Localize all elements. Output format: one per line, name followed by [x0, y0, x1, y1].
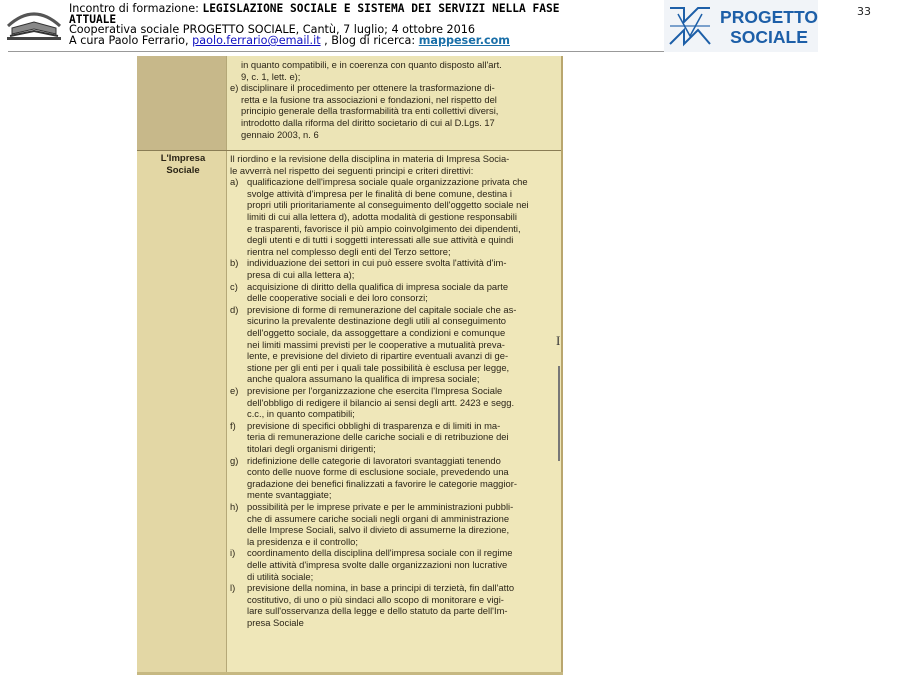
list-item-line: stione per gli enti per i quali tale possibilità è esclusa per legge,: [247, 361, 510, 373]
list-item-line: previsione della nomina, in base a principi di terzietà, fin dall'atto: [247, 582, 515, 594]
list-item-line: conto delle nuove forme di esclusione sociale, prevedendo una: [247, 466, 509, 478]
list-item-line: teria di remunerazione delle cariche sociali e di retribuzione dei: [247, 431, 509, 443]
list-item-line: c.c., in quanto compatibili;: [247, 408, 355, 420]
list-item-line: acquisizione di diritto della qualifica di impresa sociale da parte: [247, 280, 509, 292]
list-marker: a): [230, 176, 239, 188]
list-item-line: gradazione dei benefici finalizzati a favorire le categorie maggior-: [247, 477, 517, 489]
column-divider: [226, 56, 227, 674]
header-line-1: Incontro di formazione: LEGISLAZIONE SOCIALE E SISTEMA DEI SERVIZI NELLA FASE: [69, 2, 560, 15]
email-link[interactable]: paolo.ferrario@email.it: [192, 34, 321, 47]
text-line: principio generale della trasformabilità tra enti collettivi diversi,: [241, 105, 499, 117]
list-item-line: presa Sociale: [247, 617, 304, 628]
list-item-line: mente svantaggiate;: [247, 489, 332, 501]
list-item-line: lare sull'osservanza della legge e dello statuto da parte dell'Im-: [247, 605, 508, 617]
list-item-line: la presidenza e il controllo;: [247, 535, 358, 547]
intro-line: le avverrà nel rispetto dei seguenti principi e criteri direttivi:: [230, 164, 474, 176]
list-item-line: previsione di specifici obblighi di trasparenza e di limiti in ma-: [247, 419, 501, 431]
text-line: introdotto dalla riforma del diritto societario di cui al D.Lgs. 17: [241, 117, 495, 128]
list-marker: d): [230, 303, 239, 315]
blog-link[interactable]: mappeser.com: [418, 34, 510, 47]
list-item-line: coordinamento della disciplina dell'impresa sociale con il regime: [247, 547, 513, 559]
list-marker: e): [230, 385, 239, 396]
list-item-line: limiti di cui alla lettera d), adotta modalità di gestione responsabili: [247, 211, 517, 222]
progetto-sociale-logo-icon: [668, 4, 712, 48]
list-marker: g): [230, 454, 239, 466]
list-item-line: qualificazione dell'impresa sociale quale organizzazione privata che: [247, 176, 528, 188]
page-edge: [561, 56, 563, 674]
list-item-line: delle cooperative sociali e dei loro consorzi;: [247, 292, 428, 304]
section-column-header: [137, 56, 226, 150]
list-item-line: presa di cui alla lettera a);: [247, 269, 355, 280]
header-line-3: Cooperativa sociale PROGETTO SOCIALE, Cantù, 7 luglio; 4 ottobre 2016: [69, 23, 475, 36]
text-line: retta e la fusione tra associazioni e fondazioni, nel rispetto del: [241, 93, 497, 105]
list-item-line: costitutivo, di uno o più sindaci allo scopo di monitorare e vigi-: [247, 593, 504, 605]
list-item-line: nei limiti massimi previsti per le cooperative a mutualità preva-: [247, 338, 505, 350]
text-line: in quanto compatibili, e in coerenza con quanto disposto all'art.: [241, 59, 502, 70]
list-item-line: che di assumere cariche sociali negli organi di amministrazione: [247, 512, 510, 524]
list-item-line: titolari degli organismi dirigenti;: [247, 443, 376, 454]
list-item-line: rientra nel complesso degli enti del Terzo settore;: [247, 245, 451, 257]
header-line-2: ATTUALE: [69, 13, 117, 26]
course-logo-icon: [4, 2, 64, 42]
list-marker: b): [230, 257, 239, 269]
list-item-line: delle Imprese Sociali, salvo il divieto di assumerne la direzione,: [247, 524, 510, 536]
list-marker: l): [230, 582, 236, 594]
list-marker: f): [230, 419, 236, 431]
list-item-line: e trasparenti, favorisce il più ampio coinvolgimento dei dipendenti,: [247, 222, 521, 234]
section-title: L'Impresa Sociale: [160, 153, 206, 176]
list-item-line: dell'oggetto sociale, da assoggettare a condizioni e comunque: [247, 327, 506, 338]
list-item-line: possibilità per le imprese private e per le amministrazioni pubbli-: [247, 501, 514, 512]
header-line-4: A cura Paolo Ferrario, paolo.ferrario@email.it , Blog di ricerca: mappeser.com: [69, 34, 510, 47]
list-item-line: dell'obbligo di redigere il bilancio ai sensi degli artt. 2423 e segg.: [247, 396, 515, 408]
list-item-line: svolge attività d'impresa per le finalità di bene comune, destina i: [247, 187, 512, 199]
list-item-line: lente, e previsione del divieto di ripartire eventuali avanzi di ge-: [247, 350, 509, 362]
list-marker: i): [230, 547, 236, 559]
list-marker: h): [230, 501, 239, 512]
list-item-line: di utilità sociale;: [247, 570, 314, 582]
list-item-line: individuazione dei settori in cui può essere svolta l'attività d'im-: [247, 257, 507, 269]
text-line: gennaio 2003, n. 6: [241, 128, 319, 140]
progetto-sociale-logo-text: PROGETTO SOCIALE: [720, 7, 818, 47]
list-item-line: anche qualora assumano la qualifica di impresa sociale;: [247, 373, 480, 385]
list-item-line: propri utili prioritariamente al conseguimento dell'oggetto sociale nei: [247, 199, 529, 211]
list-item-line: degli utenti e di tutti i soggetti interessati alle sue attività e quindi: [247, 234, 514, 246]
list-item-line: delle attività d'impresa svolte dalle organizzazioni non lucrative: [247, 559, 508, 570]
page-number: 33: [857, 5, 871, 18]
list-marker: c): [230, 280, 238, 292]
margin-line: [558, 366, 560, 461]
row-divider: [137, 150, 563, 151]
text-line: e) disciplinare il procedimento per ottenere la trasformazione di-: [230, 82, 495, 94]
margin-mark: I: [556, 333, 561, 348]
list-item-line: previsione per l'organizzazione che esercita l'Impresa Sociale: [247, 385, 503, 396]
list-item-line: ridefinizione delle categorie di lavoratori svantaggiati tenendo: [247, 454, 501, 466]
intro-line: Il riordino e la revisione della disciplina in materia di Impresa Socia-: [230, 153, 510, 164]
list-item-line: previsione di forme di remunerazione del capitale sociale che as-: [247, 303, 517, 315]
text-line: 9, c. 1, lett. e);: [241, 70, 301, 82]
list-item-line: sicurino la prevalente destinazione degli utili al conseguimento: [247, 315, 507, 327]
